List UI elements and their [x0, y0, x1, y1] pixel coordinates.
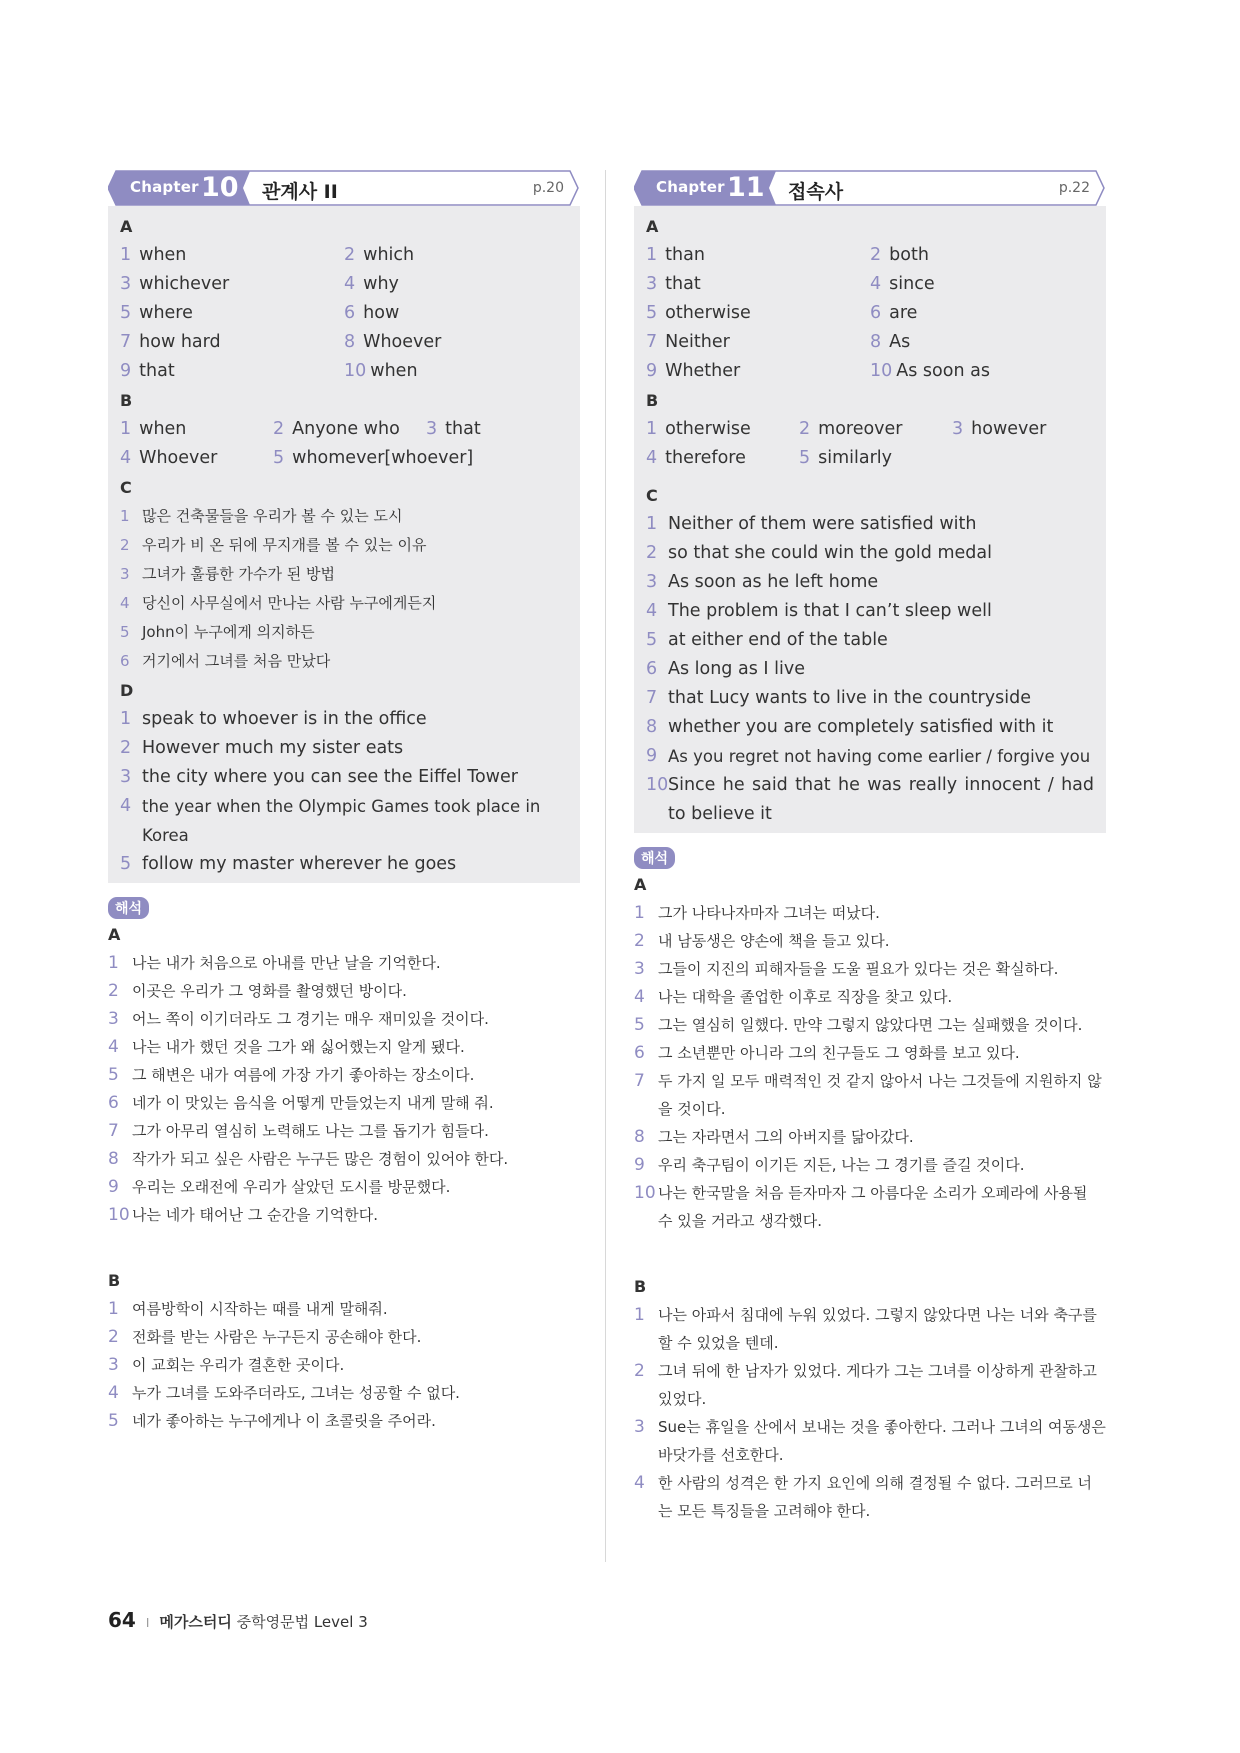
answer-row	[646, 241, 1094, 270]
answer-text: the year when the Olympic Games took place in Korea	[142, 797, 541, 845]
column-divider	[605, 170, 606, 1562]
answer-item	[952, 415, 1046, 444]
translation-text: 나는 내가 처음으로 아내를 만난 날을 기억한다.	[132, 954, 441, 972]
brand-name: 메가스터디	[159, 1613, 232, 1631]
answer-row	[646, 444, 1094, 473]
answer-item	[646, 684, 1094, 713]
answer-item	[120, 589, 568, 618]
section-label-b: B	[120, 391, 133, 410]
translation-item	[108, 1201, 580, 1229]
answer-item	[646, 568, 1094, 597]
item-number: 5	[108, 1065, 119, 1085]
answer-item	[646, 597, 1094, 626]
translation-text: 전화를 받는 사람은 누구든지 공손해야 한다.	[132, 1328, 422, 1346]
translation-item	[108, 1145, 580, 1173]
translation-text: 그녀 뒤에 한 남자가 있었다. 게다가 그는 그녀를 이상하게 관찰하고 있었다.	[658, 1362, 1097, 1408]
item-number: 4	[344, 274, 356, 294]
item-number: 9	[120, 361, 132, 381]
item-number: 8	[646, 717, 658, 737]
item-number: 5	[120, 303, 132, 323]
translation-item	[108, 1379, 580, 1407]
translation-item	[108, 977, 580, 1005]
item-number: 2	[634, 1361, 645, 1381]
item-number: 4	[646, 448, 658, 468]
item-number: 3	[426, 419, 438, 439]
answer-text: so that she could win the gold medal	[668, 543, 992, 563]
item-number: 8	[108, 1149, 119, 1169]
answer-text: where	[139, 303, 193, 323]
answer-text: that	[445, 419, 481, 439]
translation-text: 그는 열심히 일했다. 만약 그렇지 않았다면 그는 실패했을 것이다.	[658, 1016, 1083, 1034]
item-number: 2	[108, 981, 119, 1001]
translation-text: 그 소년뿐만 아니라 그의 친구들도 그 영화를 보고 있다.	[658, 1044, 1020, 1062]
section-label-b: B	[634, 1277, 647, 1296]
section-label-b: B	[646, 391, 659, 410]
translation-text: 나는 네가 태어난 그 순간을 기억한다.	[132, 1206, 378, 1224]
page-footer	[108, 1608, 368, 1632]
chapter-number: 11	[727, 172, 765, 203]
item-number: 5	[646, 303, 658, 323]
translation-item	[634, 1039, 1106, 1067]
translation-item	[108, 1033, 580, 1061]
answer-item	[870, 241, 929, 270]
answer-item	[120, 328, 221, 357]
answer-text: than	[665, 245, 705, 265]
item-number: 5	[634, 1015, 645, 1035]
item-number: 1	[108, 953, 119, 973]
translation-text: Sue는 휴일을 산에서 보내는 것을 좋아한다. 그러나 그녀의 여동생은 바닷가를 선호한다.	[658, 1418, 1106, 1464]
answer-text: whomever[whoever]	[292, 448, 474, 468]
chapter-title: 관계사 II	[262, 181, 338, 203]
item-number: 3	[120, 565, 130, 583]
item-number: 1	[120, 507, 130, 525]
answer-item	[646, 299, 751, 328]
item-number: 4	[120, 448, 132, 468]
item-number: 3	[646, 572, 658, 592]
translation-text: 나는 한국말을 처음 듣자마자 그 아름다운 소리가 오페라에 사용될 수 있을 거라고 생각했다.	[658, 1184, 1088, 1230]
answer-item	[344, 299, 399, 328]
item-number: 6	[634, 1043, 645, 1063]
item-number: 1	[108, 1299, 119, 1319]
item-number: 5	[120, 854, 132, 874]
answer-text: since	[889, 274, 935, 294]
item-number: 4	[870, 274, 882, 294]
section-label-a: A	[108, 925, 121, 944]
translation-section	[634, 871, 1106, 1525]
chapter-label: Chapter	[656, 178, 725, 196]
translation-item	[634, 983, 1106, 1011]
answer-text: when	[139, 245, 187, 265]
answer-text: Whoever	[139, 448, 218, 468]
answer-text: As long as I live	[668, 659, 805, 679]
answer-row	[646, 270, 1094, 299]
item-number: 1	[120, 419, 132, 439]
item-number: 3	[634, 1417, 645, 1437]
right-column	[634, 170, 1106, 1525]
answer-item	[426, 415, 481, 444]
answer-item	[870, 299, 917, 328]
translation-section	[108, 921, 580, 1435]
translation-text: 두 가지 일 모두 매력적인 것 같지 않아서 나는 그것들에 지원하지 않을 것이다.	[658, 1072, 1102, 1118]
translation-badge: 해석	[108, 897, 149, 919]
translation-item	[108, 949, 580, 977]
answer-item	[120, 415, 186, 444]
answer-text: however	[971, 419, 1047, 439]
item-number: 1	[120, 709, 132, 729]
answer-text: which	[363, 245, 415, 265]
answer-item	[646, 655, 1094, 684]
answer-item	[120, 763, 568, 792]
item-number: 4	[108, 1037, 119, 1057]
answer-text: therefore	[665, 448, 746, 468]
item-number: 4	[646, 601, 658, 621]
answer-text: similarly	[818, 448, 893, 468]
translation-text: 어느 쪽이 이기더라도 그 경기는 매우 재미있을 것이다.	[132, 1010, 489, 1028]
answer-item	[120, 734, 568, 763]
item-number: 9	[108, 1177, 119, 1197]
answer-text: at either end of the table	[668, 630, 888, 650]
answer-text: 많은 건축물들을 우리가 볼 수 있는 도시	[142, 507, 403, 525]
translation-text: 작가가 되고 싶은 사람은 누구든 많은 경험이 있어야 한다.	[132, 1150, 509, 1168]
item-number: 2	[634, 931, 645, 951]
translation-text: 한 사람의 성격은 한 가지 요인에 의해 결정될 수 없다. 그러므로 너는 모든 특징들을 고려해야 한다.	[658, 1474, 1092, 1520]
answer-item	[120, 299, 193, 328]
item-number: 5	[646, 630, 658, 650]
translation-item	[634, 1413, 1106, 1469]
item-number: 3	[108, 1009, 119, 1029]
answer-row	[120, 328, 568, 357]
answer-item	[344, 270, 399, 299]
answer-text: As you regret not having come earlier / forgive you	[668, 747, 1091, 766]
left-column	[108, 170, 580, 1435]
item-number: 4	[120, 594, 130, 612]
item-number: 7	[646, 688, 658, 708]
item-number: 2	[108, 1327, 119, 1347]
translation-item	[108, 1117, 580, 1145]
spacer	[108, 1229, 580, 1267]
item-number: 3	[952, 419, 964, 439]
translation-item	[108, 1089, 580, 1117]
answer-text: Neither	[665, 332, 730, 352]
translation-item	[634, 927, 1106, 955]
page-reference: p.20	[532, 180, 564, 196]
item-number: 10	[108, 1205, 130, 1225]
answer-item	[120, 560, 568, 589]
item-number: 9	[646, 746, 658, 766]
item-number: 1	[646, 245, 658, 265]
answer-item	[120, 792, 568, 850]
answer-text: that Lucy wants to live in the countryside	[668, 688, 1031, 708]
item-number: 3	[120, 274, 132, 294]
answer-item	[646, 270, 701, 299]
answer-text: 우리가 비 온 뒤에 무지개를 볼 수 있는 이유	[142, 536, 427, 554]
answer-text: that	[665, 274, 701, 294]
translation-item	[634, 1151, 1106, 1179]
translation-item	[108, 1323, 580, 1351]
item-number: 5	[120, 623, 130, 641]
answer-text: whichever	[139, 274, 230, 294]
translation-item	[108, 1005, 580, 1033]
answer-item	[646, 742, 1094, 771]
answer-item	[646, 713, 1094, 742]
answer-text: However much my sister eats	[142, 738, 404, 758]
section-label-c: C	[646, 486, 658, 505]
answer-item	[646, 444, 746, 473]
answer-text: The problem is that I can’t sleep well	[668, 601, 992, 621]
item-number: 4	[634, 1473, 645, 1493]
translation-text: 내 남동생은 양손에 책을 들고 있다.	[658, 932, 890, 950]
translation-text: 나는 대학을 졸업한 이후로 직장을 찾고 있다.	[658, 988, 953, 1006]
answer-text: John이 누구에게 의지하든	[142, 623, 315, 641]
answer-item	[120, 618, 568, 647]
answer-text: Whether	[665, 361, 741, 381]
item-number: 2	[344, 245, 356, 265]
translation-item	[634, 1469, 1106, 1525]
answer-text: when	[370, 361, 418, 381]
answer-row	[120, 444, 568, 473]
item-number: 4	[634, 987, 645, 1007]
answer-row	[646, 357, 1094, 386]
answer-item	[646, 771, 1094, 829]
chapter-number: 10	[201, 172, 239, 203]
answer-item	[646, 626, 1094, 655]
translation-item	[108, 1061, 580, 1089]
item-number: 8	[344, 332, 356, 352]
translation-item	[108, 1295, 580, 1323]
chapter-label: Chapter	[130, 178, 199, 196]
answer-text: Whoever	[363, 332, 442, 352]
item-number: 9	[634, 1155, 645, 1175]
translation-item	[634, 955, 1106, 983]
answer-item	[120, 647, 568, 676]
translation-item	[634, 1179, 1106, 1235]
answer-text: moreover	[818, 419, 903, 439]
answer-item	[273, 415, 400, 444]
section-label-b: B	[108, 1271, 121, 1290]
item-number: 8	[870, 332, 882, 352]
answer-text: As soon as	[896, 361, 990, 381]
answer-item	[646, 328, 730, 357]
translation-item	[108, 1407, 580, 1435]
answer-text: how hard	[139, 332, 221, 352]
translation-badge: 해석	[634, 847, 675, 869]
answer-row	[646, 299, 1094, 328]
item-number: 3	[646, 274, 658, 294]
answer-item	[273, 444, 473, 473]
translation-text: 나는 내가 했던 것을 그가 왜 싫어했는지 알게 됐다.	[132, 1038, 465, 1056]
answer-text: both	[889, 245, 929, 265]
item-number: 10	[646, 775, 669, 795]
item-number: 2	[120, 738, 132, 758]
item-number: 6	[120, 652, 130, 670]
answer-row	[120, 270, 568, 299]
answer-item	[120, 444, 217, 473]
answer-text: Since he said that he was really innocent / had to believe it	[668, 775, 1094, 824]
item-number: 7	[646, 332, 658, 352]
answer-text: speak to whoever is in the office	[142, 709, 427, 729]
section-label-d: D	[120, 681, 134, 700]
translation-text: 이곳은 우리가 그 영화를 촬영했던 방이다.	[132, 982, 407, 1000]
item-number: 4	[120, 796, 132, 816]
answer-text: 그녀가 훌륭한 가수가 된 방법	[142, 565, 335, 583]
answer-item	[870, 328, 910, 357]
translation-text: 여름방학이 시작하는 때를 내게 말해줘.	[132, 1300, 388, 1318]
answer-item	[120, 502, 568, 531]
page-number: 64	[108, 1608, 136, 1632]
spacer	[634, 1235, 1106, 1273]
translation-text: 이 교회는 우리가 결혼한 곳이다.	[132, 1356, 345, 1374]
translation-text: 나는 아파서 침대에 누워 있었다. 그렇지 않았다면 나는 너와 축구를 할 수 있었을 텐데.	[658, 1306, 1097, 1352]
item-number: 2	[799, 419, 811, 439]
answer-item	[120, 241, 186, 270]
answer-item	[799, 444, 892, 473]
book-title: 중학영문법 Level 3	[236, 1613, 368, 1631]
answer-item	[344, 357, 418, 386]
translation-text: 우리 축구팀이 이기든 지든, 나는 그 경기를 즐길 것이다.	[658, 1156, 1025, 1174]
item-number: 7	[108, 1121, 119, 1141]
item-number: 1	[120, 245, 132, 265]
item-number: 5	[108, 1411, 119, 1431]
item-number: 3	[108, 1355, 119, 1375]
item-number: 8	[634, 1127, 645, 1147]
translation-text: 그 해변은 내가 여름에 가장 가기 좋아하는 장소이다.	[132, 1066, 475, 1084]
item-number: 2	[120, 536, 130, 554]
item-number: 6	[108, 1093, 119, 1113]
answer-text: whether you are completely satisfied with it	[668, 717, 1054, 737]
item-number: 5	[799, 448, 811, 468]
answer-item	[344, 328, 441, 357]
answer-text: 당신이 사무실에서 만나는 사람 누구에게든지	[142, 594, 437, 612]
answer-text: Neither of them were satisfied with	[668, 514, 977, 534]
answer-item	[646, 415, 751, 444]
section-label-c: C	[120, 478, 132, 497]
answer-item	[120, 270, 229, 299]
item-number: 9	[646, 361, 658, 381]
chapter-header	[634, 170, 1106, 206]
answer-row	[646, 415, 1094, 444]
translation-item	[634, 899, 1106, 927]
answer-text: that	[139, 361, 175, 381]
answer-item	[870, 270, 935, 299]
item-number: 7	[634, 1071, 645, 1091]
answer-row	[120, 357, 568, 386]
translation-text: 네가 이 맛있는 음식을 어떻게 만들었는지 내게 말해 줘.	[132, 1094, 494, 1112]
item-number: 1	[646, 419, 658, 439]
chapter-title: 접속사	[788, 181, 844, 203]
answer-row	[120, 415, 568, 444]
item-number: 1	[646, 514, 658, 534]
answer-text: are	[889, 303, 918, 323]
translation-text: 그가 아무리 열심히 노력해도 나는 그를 돕기가 힘들다.	[132, 1122, 489, 1140]
page-reference: p.22	[1058, 180, 1090, 196]
answer-text: the city where you can see the Eiffel Tower	[142, 767, 518, 787]
answer-item	[646, 241, 705, 270]
translation-text: 네가 좋아하는 누구에게나 이 초콜릿을 주어라.	[132, 1412, 436, 1430]
item-number: 10	[634, 1183, 656, 1203]
answer-text: follow my master wherever he goes	[142, 854, 457, 874]
footer-separator: I	[145, 1616, 150, 1630]
item-number: 10	[870, 361, 893, 381]
item-number: 6	[870, 303, 882, 323]
item-number: 1	[634, 903, 645, 923]
translation-text: 누가 그녀를 도와주더라도, 그녀는 성공할 수 없다.	[132, 1384, 460, 1402]
answer-item	[120, 850, 568, 879]
chapter-header	[108, 170, 580, 206]
item-number: 2	[646, 543, 658, 563]
translation-text: 그는 자라면서 그의 아버지를 닮아갔다.	[658, 1128, 914, 1146]
answer-item	[646, 510, 1094, 539]
translation-item	[634, 1357, 1106, 1413]
answer-row	[120, 241, 568, 270]
answer-row	[120, 299, 568, 328]
answer-item	[870, 357, 990, 386]
section-label-a: A	[120, 217, 133, 236]
item-number: 3	[634, 959, 645, 979]
item-number: 2	[870, 245, 882, 265]
answer-text: otherwise	[665, 419, 751, 439]
answer-item	[120, 705, 568, 734]
item-number: 10	[344, 361, 367, 381]
item-number: 7	[120, 332, 132, 352]
answer-item	[120, 357, 175, 386]
translation-text: 그들이 지진의 피해자들을 도울 필요가 있다는 것은 확실하다.	[658, 960, 1059, 978]
translation-item	[634, 1301, 1106, 1357]
item-number: 5	[273, 448, 285, 468]
answer-text: As soon as he left home	[668, 572, 879, 592]
answer-item	[646, 539, 1094, 568]
answer-text: why	[363, 274, 399, 294]
answer-box	[634, 206, 1106, 833]
answer-box	[108, 206, 580, 883]
answer-text: Anyone who	[292, 419, 400, 439]
translation-item	[634, 1123, 1106, 1151]
section-label-a: A	[646, 217, 659, 236]
answer-row	[646, 328, 1094, 357]
item-number: 4	[108, 1383, 119, 1403]
translation-item	[634, 1067, 1106, 1123]
answer-text: 거기에서 그녀를 처음 만났다	[142, 652, 331, 670]
answer-text: how	[363, 303, 400, 323]
answer-item	[120, 531, 568, 560]
answer-text: As	[889, 332, 911, 352]
item-number: 2	[273, 419, 285, 439]
translation-item	[634, 1011, 1106, 1039]
item-number: 6	[646, 659, 658, 679]
answer-text: when	[139, 419, 187, 439]
answer-item	[344, 241, 414, 270]
translation-item	[108, 1351, 580, 1379]
translation-item	[108, 1173, 580, 1201]
answer-text: otherwise	[665, 303, 751, 323]
translation-text: 그가 나타나자마자 그녀는 떠났다.	[658, 904, 880, 922]
item-number: 3	[120, 767, 132, 787]
answer-item	[799, 415, 903, 444]
item-number: 1	[634, 1305, 645, 1325]
translation-text: 우리는 오래전에 우리가 살았던 도시를 방문했다.	[132, 1178, 451, 1196]
item-number: 6	[344, 303, 356, 323]
section-label-a: A	[634, 875, 647, 894]
answer-item	[646, 357, 740, 386]
